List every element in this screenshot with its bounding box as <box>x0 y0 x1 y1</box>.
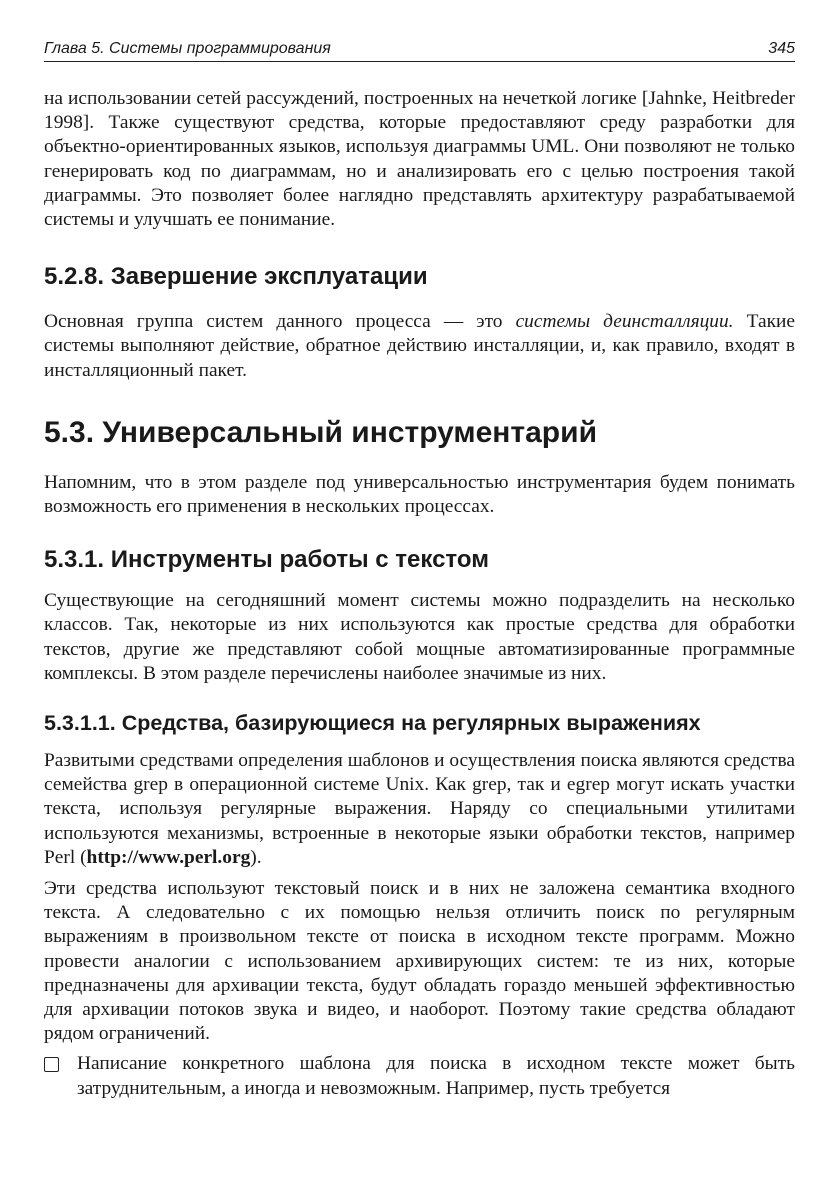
document-page <box>44 36 795 1101</box>
list-item-text: Написание конкретного шаблона для поиска в исходном тексте может быть затруднительным, а иногда и невозможным. Например, пусть требуется <box>77 1053 795 1099</box>
paragraph-limitations: Эти средства используют текстовый поиск и в них не заложена семантика входного текста. А следовательно с их помощью нельзя отличить поиск по регулярным выражениям в произвольном тексте от поиска в исходном тексте программ. Можно провести аналогии с использованием архивирующих систем: те из них, которые предназначены для архивации текста, будут обладать гораздо меньшей эффективностью для архивации потоков звука и видео, и наоборот. Поэтому такие средства обладают рядом ограничений. <box>44 878 795 1045</box>
paragraph-uninstall-text-before: Основная группа систем данного процесса — это <box>44 311 516 333</box>
perl-link[interactable]: http://www.perl.org <box>86 846 251 868</box>
section-heading-5-2-8: 5.2.8. Завершение эксплуатации <box>44 263 428 291</box>
paragraph-grep-text-before: Развитыми средствами определения шаблонов и осуществления поиска являются средства семейства grep в операционной системе Unix. Как grep, так и egrep могут искать участки текста, используя регулярные выражения. Наряду со специальными утилитами используются механизмы, встроенные в некоторые языки обработки текстов, например Perl ( <box>44 750 795 868</box>
paragraph-grep <box>44 749 795 870</box>
list-item <box>44 1052 795 1100</box>
paragraph-text-tools: Существующие на сегодняшний момент системы можно подразделить на несколько классов. Так, некоторые из них используются как простые средства для обработки текстов, другие же представляют собой мощные автоматизированные программные комплексы. В этом разделе перечислены наиболее значимые из них. <box>44 590 795 684</box>
page-number: 345 <box>768 40 795 57</box>
paragraph-uninstall-text-after: Такие системы выполняют действие, обратное действию инсталляции, и, как правило, входят в инсталляционный пакет. <box>44 311 795 381</box>
section-heading-5-3-1: 5.3.1. Инструменты работы с текстом <box>44 546 489 574</box>
section-heading-5-3-1-1: 5.3.1.1. Средства, базирующиеся на регулярных выражениях <box>44 711 701 736</box>
checkbox-bullet-icon <box>44 1057 59 1072</box>
running-header <box>44 36 795 62</box>
paragraph-universal: Напомним, что в этом разделе под универсальностью инструментария будем понимать возможность его применения в нескольких процессах. <box>44 471 795 518</box>
section-heading-5-3: 5.3. Универсальный инструментарий <box>44 415 598 449</box>
term-uninstall-systems: системы деинсталляции. <box>515 311 734 333</box>
paragraph-grep-text-after: ). <box>250 846 262 868</box>
paragraph-intro: на использовании сетей рассуждений, построенных на нечеткой логике [Jahnke, Heitbreder 1998]. Также существуют средства, которые предоставляют среду разработки для объектно-ориентированных языков, используя диаграммы UML. Они позволяют не только генерировать код по диаграммам, но и анализировать его с целью построения такой диаграммы. Это позволяет более наглядно представлять архитектуру разрабатываемой системы и улучшать ее понимание. <box>44 88 795 231</box>
paragraph-uninstall <box>44 310 795 383</box>
chapter-title: Глава 5. Системы программирования <box>44 40 331 57</box>
